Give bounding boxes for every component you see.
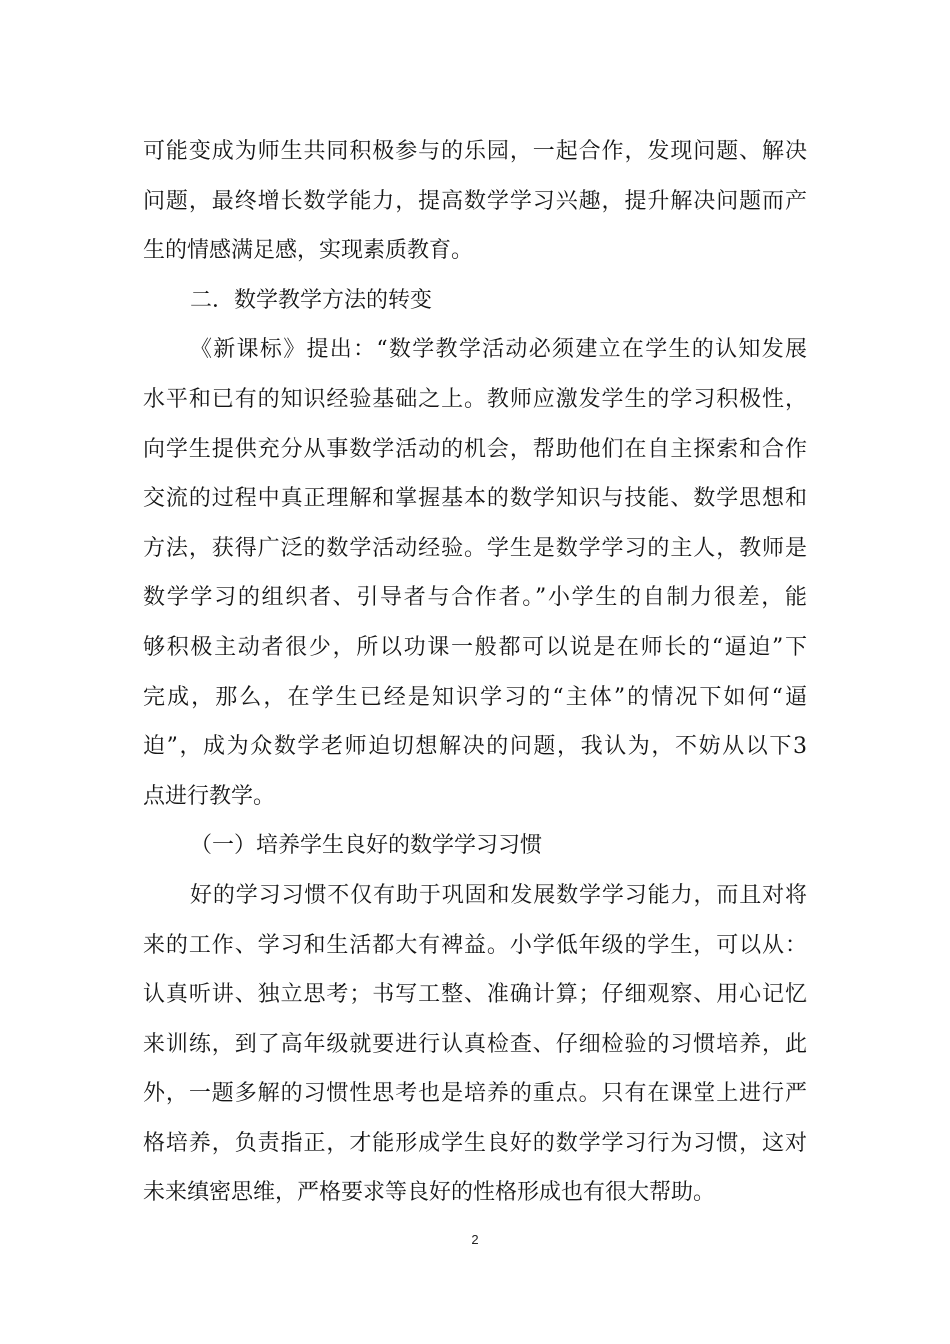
text-line: 迫”，成为众数学老师迫切想解决的问题，我认为，不妨从以下3	[143, 734, 807, 760]
text-line: 好的学习习惯不仅有助于巩固和发展数学学习能力，而且对将	[190, 882, 807, 908]
section-heading	[143, 276, 807, 326]
text-line: 点进行教学。	[143, 783, 276, 809]
text-line: 生的情感满足感，实现素质教育。	[143, 238, 474, 264]
text-line: 来的工作、学习和生活都大有裨益。小学低年级的学生，可以从：	[143, 932, 807, 958]
text-line: 够积极主动者很少，所以功课一般都可以说是在师长的“逼迫”下	[143, 634, 807, 660]
text-line: 问题，最终增长数学能力，提高数学学习兴趣，提升解决问题而产	[143, 188, 807, 214]
heading-text: 二．数学教学方法的转变	[190, 287, 433, 313]
paragraph	[143, 127, 807, 276]
page-number: 2	[471, 1232, 479, 1247]
text-line: 外，一题多解的习惯性思考也是培养的重点。只有在课堂上进行严	[143, 1081, 807, 1107]
text-line: 完成，那么，在学生已经是知识学习的“主体”的情况下如何“逼	[143, 684, 807, 710]
paragraph	[143, 871, 807, 1218]
section-heading	[143, 821, 807, 871]
body-text	[143, 127, 807, 1218]
text-line: 认真听讲、独立思考；书写工整、准确计算；仔细观察、用心记忆	[143, 982, 807, 1008]
text-line: 可能变成为师生共同积极参与的乐园，一起合作，发现问题、解决	[143, 139, 807, 164]
text-line: 向学生提供充分从事数学活动的机会，帮助他们在自主探索和合作	[143, 436, 807, 462]
text-line: 方法，获得广泛的数学活动经验。学生是数学学习的主人，教师是	[143, 535, 807, 561]
text-line: 格培养，负责指正，才能形成学生良好的数学学习行为习惯，这对	[143, 1130, 807, 1156]
text-line: 来训练，到了高年级就要进行认真检查、仔细检验的习惯培养，此	[143, 1031, 807, 1057]
text-line: 交流的过程中真正理解和掌握基本的数学知识与技能、数学思想和	[143, 486, 807, 512]
text-line: 数学学习的组织者、引导者与合作者。”小学生的自制力很差，能	[143, 585, 807, 611]
paragraph	[143, 325, 807, 821]
text-line: 《新课标》提出：“数学教学活动必须建立在学生的认知发展	[190, 337, 807, 363]
text-line: 未来缜密思维，严格要求等良好的性格形成也有很大帮助。	[143, 1180, 716, 1206]
text-line: 水平和已有的知识经验基础之上。教师应激发学生的学习积极性，	[143, 386, 807, 412]
heading-text: （一）培养学生良好的数学学习习惯	[190, 833, 543, 859]
